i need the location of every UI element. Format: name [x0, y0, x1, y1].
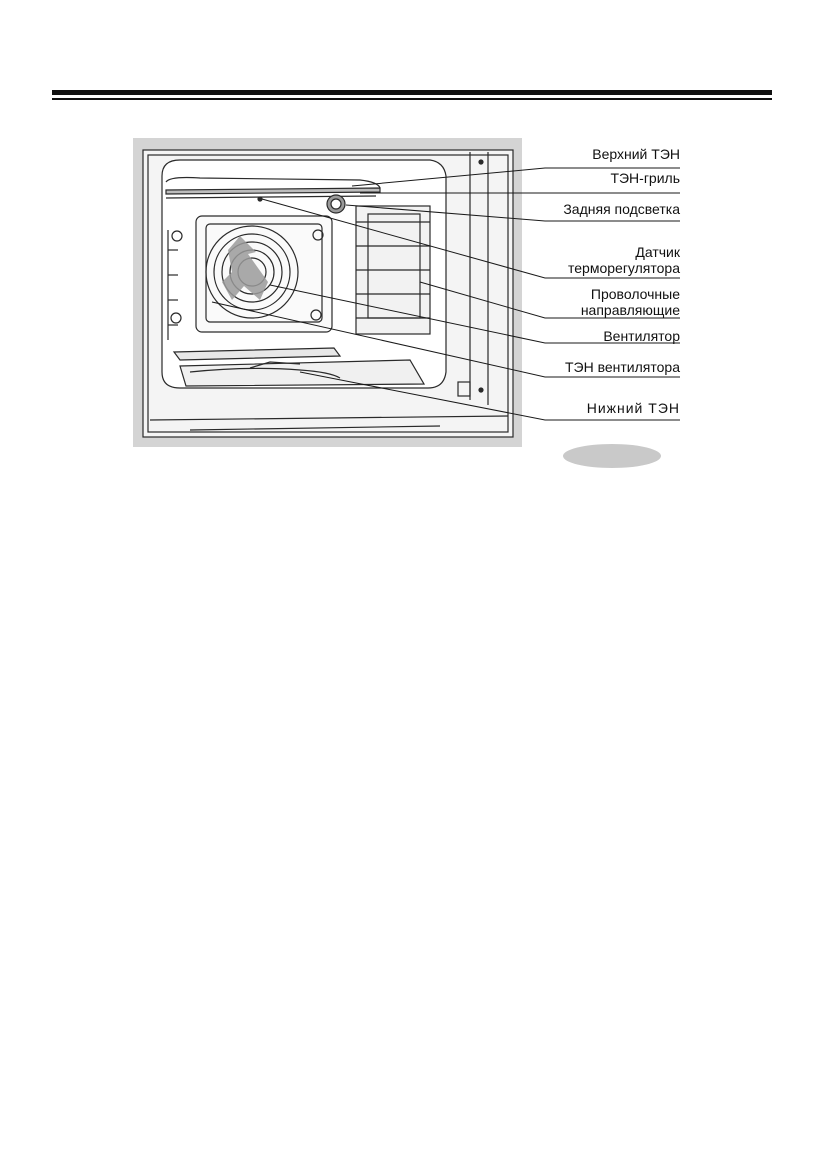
label-thermostat-sensor: Датчик терморегулятора [568, 244, 680, 276]
label-fan: Вентилятор [603, 328, 680, 344]
page-number-badge [563, 444, 661, 468]
label-fan-heater: ТЭН вентилятора [564, 359, 680, 375]
label-rear-light: Задняя подсветка [563, 201, 680, 217]
label-grill-heater: ТЭН-гриль [610, 170, 680, 186]
label-upper-heater: Верхний ТЭН [592, 146, 680, 162]
label-lower-heater: Нижний ТЭН [586, 400, 680, 416]
oven-diagram [0, 0, 822, 500]
label-wire-guides: Проволочные направляющие [580, 286, 680, 318]
